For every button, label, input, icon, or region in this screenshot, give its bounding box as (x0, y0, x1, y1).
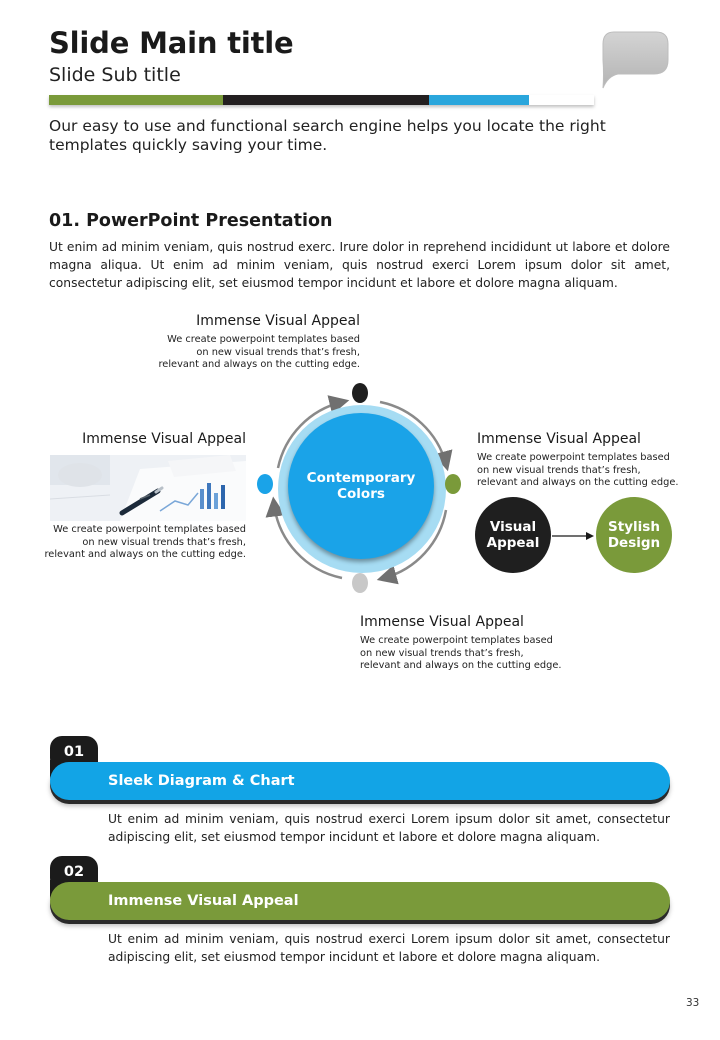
item-number-tab: 01 (50, 736, 98, 768)
bottom-label-line: We create powerpoint templates based (360, 635, 553, 646)
node-bottom-grey (352, 573, 368, 593)
right-label-title: Immense Visual Appeal (477, 431, 641, 447)
left-label-title: Immense Visual Appeal (82, 431, 246, 447)
left-label-body (44, 524, 246, 562)
header-color-bar (49, 95, 594, 105)
bottom-label-title: Immense Visual Appeal (360, 614, 524, 630)
item-title-bar (50, 882, 670, 920)
speech-bubble-icon (600, 30, 670, 94)
bottom-label-body (360, 635, 562, 673)
bottom-label-line: on new visual trends that’s fresh, (360, 647, 524, 659)
left-label-line: on new visual trends that’s fresh, (82, 536, 246, 548)
item-title: Immense Visual Appeal (108, 893, 299, 909)
center-circle (288, 413, 434, 559)
visual-appeal-circle (475, 497, 551, 573)
right-label-line: relevant and always on the cutting edge. (477, 477, 679, 488)
visual-appeal-label: Visual Appeal (486, 519, 540, 551)
top-label-line: We create powerpoint templates based (167, 334, 360, 345)
top-label-title: Immense Visual Appeal (196, 313, 360, 329)
node-top-dark (352, 383, 368, 403)
flow-arrow-icon (551, 529, 596, 543)
color-bar-black (223, 95, 429, 105)
top-label-line: relevant and always on the cutting edge. (158, 359, 360, 370)
node-left-blue (257, 474, 273, 494)
center-circle-label: Contemporary Colors (306, 470, 416, 502)
right-label-body (477, 452, 679, 490)
node-right-green (445, 474, 461, 494)
section-title: 01. PowerPoint Presentation (49, 211, 333, 231)
page-number: 33 (686, 997, 700, 1009)
item-title-bar (50, 762, 670, 800)
right-label-line: We create powerpoint templates based (477, 452, 670, 463)
page-subtitle: Slide Sub title (49, 64, 181, 86)
page-title: Slide Main title (49, 26, 294, 60)
section-body: Ut enim ad minim veniam, quis nostrud exerc. Irure dolor in reprehend incididunt ut labore et dolore magna aliqua. Ut enim ad minim veniam, quis nostrud exerci Lorem ipsum dolor sit amet, consectetur adipiscing elit, set eiusmod tempor incidunt et labore et dolore magna aliquam. (49, 240, 670, 290)
top-label-line: on new visual trends that’s fresh, (196, 346, 360, 358)
left-label-line: We create powerpoint templates based (53, 524, 246, 535)
stylish-design-circle (596, 497, 672, 573)
top-label-body (158, 334, 360, 372)
item-number-tab: 02 (50, 856, 98, 888)
item-title: Sleek Diagram & Chart (108, 773, 295, 789)
bottom-label-line: relevant and always on the cutting edge. (360, 660, 562, 671)
color-bar-green (49, 95, 223, 105)
left-label-line: relevant and always on the cutting edge. (44, 549, 246, 560)
item-body: Ut enim ad minim veniam, quis nostrud exerci Lorem ipsum dolor sit amet, consectetur adipiscing elit, set eiusmod tempor incidunt et labore et dolore magna aliquam. (108, 812, 670, 844)
color-bar-blue (429, 95, 529, 105)
document-pen-photo (50, 455, 246, 521)
color-bar-white (529, 95, 594, 105)
stylish-design-label: Stylish Design (607, 519, 661, 551)
intro-text: Our easy to use and functional search engine helps you locate the right templates quickly saving your time. (49, 117, 606, 154)
right-label-line: on new visual trends that’s fresh, (477, 464, 641, 476)
item-body: Ut enim ad minim veniam, quis nostrud exerci Lorem ipsum dolor sit amet, consectetur adipiscing elit, set eiusmod tempor incidunt et labore et dolore magna aliquam. (108, 932, 670, 964)
